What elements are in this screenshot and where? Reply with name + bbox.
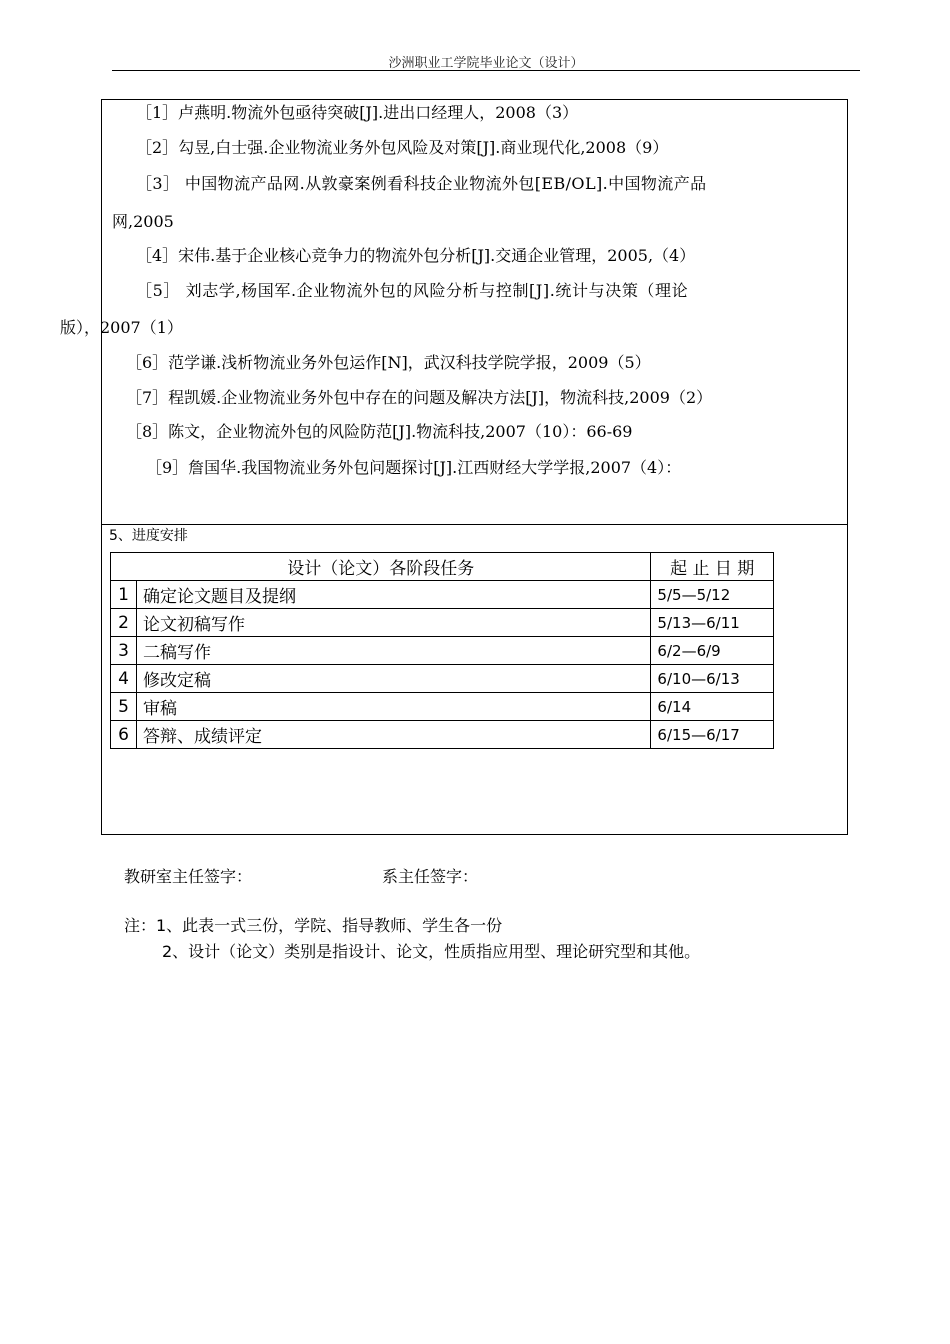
- schedule-table: [110, 552, 774, 749]
- date-cell: 6/14: [651, 693, 774, 721]
- section-divider: [101, 524, 848, 525]
- row-number: 4: [111, 665, 137, 693]
- header-divider: [112, 70, 860, 71]
- row-number: 5: [111, 693, 137, 721]
- row-number: 6: [111, 721, 137, 749]
- date-cell: 6/15—6/17: [651, 721, 774, 749]
- column-header-task: 设计（论文）各阶段任务: [111, 553, 651, 581]
- date-cell: 5/5—5/12: [651, 581, 774, 609]
- row-number: 3: [111, 637, 137, 665]
- table-row: [111, 609, 774, 637]
- table-row: [111, 581, 774, 609]
- department-head-signature-label: 系主任签字：: [382, 867, 479, 886]
- table-row: [111, 693, 774, 721]
- reference-item: ［8］陈文，企业物流外包的风险防范[J].物流科技,2007（10）：66-69: [126, 422, 633, 441]
- table-row: [111, 665, 774, 693]
- reference-item: ［6］范学谦.浅析物流业务外包运作[N]，武汉科技学院学报，2009（5）: [126, 353, 651, 372]
- reference-item-continuation: 版），2007（1）: [60, 318, 183, 337]
- reference-item: ［3］ 中国物流产品网.从敦豪案例看科技企业物流外包[EB/OL].中国物流产品: [136, 174, 707, 193]
- note-line-2: 2、设计（论文）类别是指设计、论文，性质指应用型、理论研究型和其他。: [162, 942, 701, 961]
- row-number: 1: [111, 581, 137, 609]
- teaching-office-signature-label: 教研室主任签字：: [124, 867, 253, 886]
- note-line-1: 注：1、此表一式三份，学院、指导教师、学生各一份: [124, 916, 503, 935]
- task-cell: 审稿: [137, 693, 651, 721]
- task-cell: 二稿写作: [137, 637, 651, 665]
- page-header-title: 沙洲职业工学院毕业论文（设计）: [388, 56, 584, 71]
- date-cell: 6/2—6/9: [651, 637, 774, 665]
- reference-item: ［2］勾昱,白士强.企业物流业务外包风险及对策[J].商业现代化,2008（9）: [136, 138, 669, 157]
- reference-item: ［4］宋伟.基于企业核心竞争力的物流外包分析[J].交通企业管理，2005,（4）: [136, 246, 696, 265]
- table-header-row: [111, 553, 774, 581]
- schedule-section-title: 5、进度安排: [109, 528, 188, 544]
- task-cell: 答辩、成绩评定: [137, 721, 651, 749]
- reference-item: ［5］ 刘志学,杨国军.企业物流外包的风险分析与控制[J].统计与决策（理论: [136, 281, 689, 300]
- reference-item: ［1］卢燕明.物流外包亟待突破[J].进出口经理人，2008（3）: [136, 103, 579, 122]
- task-cell: 确定论文题目及提纲: [137, 581, 651, 609]
- table-row: [111, 637, 774, 665]
- date-cell: 5/13—6/11: [651, 609, 774, 637]
- date-cell: 6/10—6/13: [651, 665, 774, 693]
- reference-item: ［7］程凯媛.企业物流业务外包中存在的问题及解决方法[J]，物流科技,2009（2）: [126, 388, 713, 407]
- table-row: [111, 721, 774, 749]
- reference-item: ［9］詹国华.我国物流业务外包问题探讨[J].江西财经大学学报,2007（4）：: [146, 458, 682, 477]
- task-cell: 论文初稿写作: [137, 609, 651, 637]
- reference-item-continuation: 网,2005: [112, 212, 174, 231]
- row-number: 2: [111, 609, 137, 637]
- column-header-date: 起 止 日 期: [651, 553, 774, 581]
- task-cell: 修改定稿: [137, 665, 651, 693]
